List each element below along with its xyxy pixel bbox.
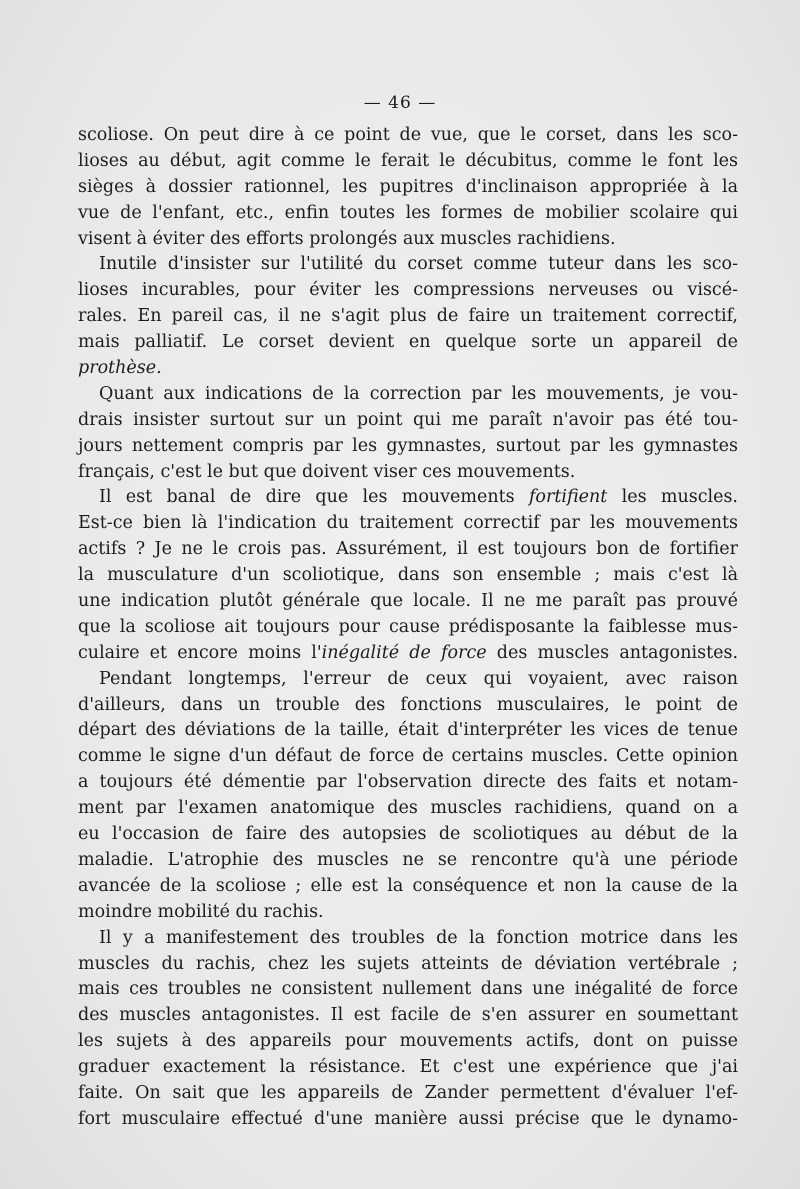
text-segment: culaire et encore moins l' <box>78 642 322 663</box>
text-line: des muscles antagonistes. Il est facile de s'en assurer en soumettant <box>78 1005 738 1026</box>
text-line: départ des déviations de la taille, était d'interpréter les vices de tenue <box>78 720 738 741</box>
text-line: sièges à dossier rationnel, les pupitres d'inclinaison appropriée à la <box>78 176 738 197</box>
text-line: jours nettement compris par les gymnastes, surtout par les gymnastes <box>78 435 738 456</box>
text-line: graduer exactement la résistance. Et c'est une expérience que j'ai <box>78 1057 738 1078</box>
text-line: une indication plutôt générale que locale. Il ne me paraît pas prouvé <box>78 591 738 612</box>
text-line: lioses incurables, pour éviter les compressions nerveuses ou viscé- <box>78 280 738 301</box>
text-line: d'ailleurs, dans un trouble des fonctions musculaires, le point de <box>78 694 738 715</box>
text-line: a toujours été démentie par l'observation directe des faits et notam- <box>78 772 738 793</box>
text-line: faite. On sait que les appareils de Zander permettent d'évaluer l'ef- <box>78 1082 738 1103</box>
text-line: Est-ce bien là l'indication du traitement correctif par les mouvements <box>78 513 738 534</box>
text-line: que la scoliose ait toujours pour cause prédisposante la faiblesse mus- <box>78 616 738 637</box>
text-line: fort musculaire effectué d'une manière aussi précise que le dynamo- <box>78 1108 738 1129</box>
text-line: moindre mobilité du rachis. <box>78 901 324 922</box>
text-line <box>78 641 738 667</box>
text-line: muscles du rachis, chez les sujets atteints de déviation vertébrale ; <box>78 953 738 974</box>
text-segment: des muscles antagonistes. <box>486 642 739 663</box>
text-line: lioses au début, agit comme le ferait le décubitus, comme le font les <box>78 150 738 171</box>
text-line: eu l'occasion de faire des autopsies de scoliotiques au début de la <box>78 824 738 845</box>
text-line: ment par l'examen anatomique des muscles rachidiens, quand on a <box>78 798 738 819</box>
text-segment: les muscles. <box>621 487 738 508</box>
page-number: — 46 — <box>363 93 437 113</box>
text-line: maladie. L'atrophie des muscles ne se rencontre qu'à une période <box>78 849 738 870</box>
text-line <box>78 485 738 511</box>
text-line: actifs ? Je ne le crois pas. Assurément, il est toujours bon de fortifier <box>78 539 738 560</box>
text-line <box>78 356 738 382</box>
text-line: Inutile d'insister sur l'utilité du corset comme tuteur dans les sco- <box>99 254 738 275</box>
text-line: visent à éviter des efforts prolongés aux muscles rachidiens. <box>78 228 616 249</box>
text-line: Pendant longtemps, l'erreur de ceux qui voyaient, avec raison <box>99 668 738 689</box>
text-line: Il y a manifestement des troubles de la fonction motrice dans les <box>99 927 738 948</box>
text-line: la musculature d'un scoliotique, dans son ensemble ; mais c'est là <box>78 565 738 586</box>
text-line: comme le signe d'un défaut de force de certains muscles. Cette opinion <box>78 746 738 767</box>
italic-term: fortifient <box>528 487 608 508</box>
text-line: vue de l'enfant, etc., enfin toutes les formes de mobilier scolaire qui <box>78 202 738 223</box>
italic-term: prothèse. <box>78 358 162 379</box>
text-segment: Il est banal de dire que les mouvements <box>99 487 515 508</box>
body-text <box>78 123 738 1133</box>
text-line: drais insister surtout sur un point qui me paraît n'avoir pas été tou- <box>78 409 738 430</box>
text-line: les sujets à des appareils pour mouvements actifs, dont on puisse <box>78 1031 738 1052</box>
text-line: mais ces troubles ne consistent nullement dans une inégalité de force <box>78 979 738 1000</box>
italic-term: inégalité de force <box>321 642 487 663</box>
text-line: avancée de la scoliose ; elle est la conséquence et non la cause de la <box>78 875 738 896</box>
text-line: rales. En pareil cas, il ne s'agit plus de faire un traitement correctif, <box>78 306 738 327</box>
text-line: scoliose. On peut dire à ce point de vue, que le corset, dans les sco- <box>78 125 738 145</box>
text-line: Quant aux indications de la correction par les mouvements, je vou- <box>99 383 738 404</box>
text-line: français, c'est le but que doivent viser ces mouvements. <box>78 461 576 482</box>
text-line: mais palliatif. Le corset devient en quelque sorte un appareil de <box>78 332 738 353</box>
